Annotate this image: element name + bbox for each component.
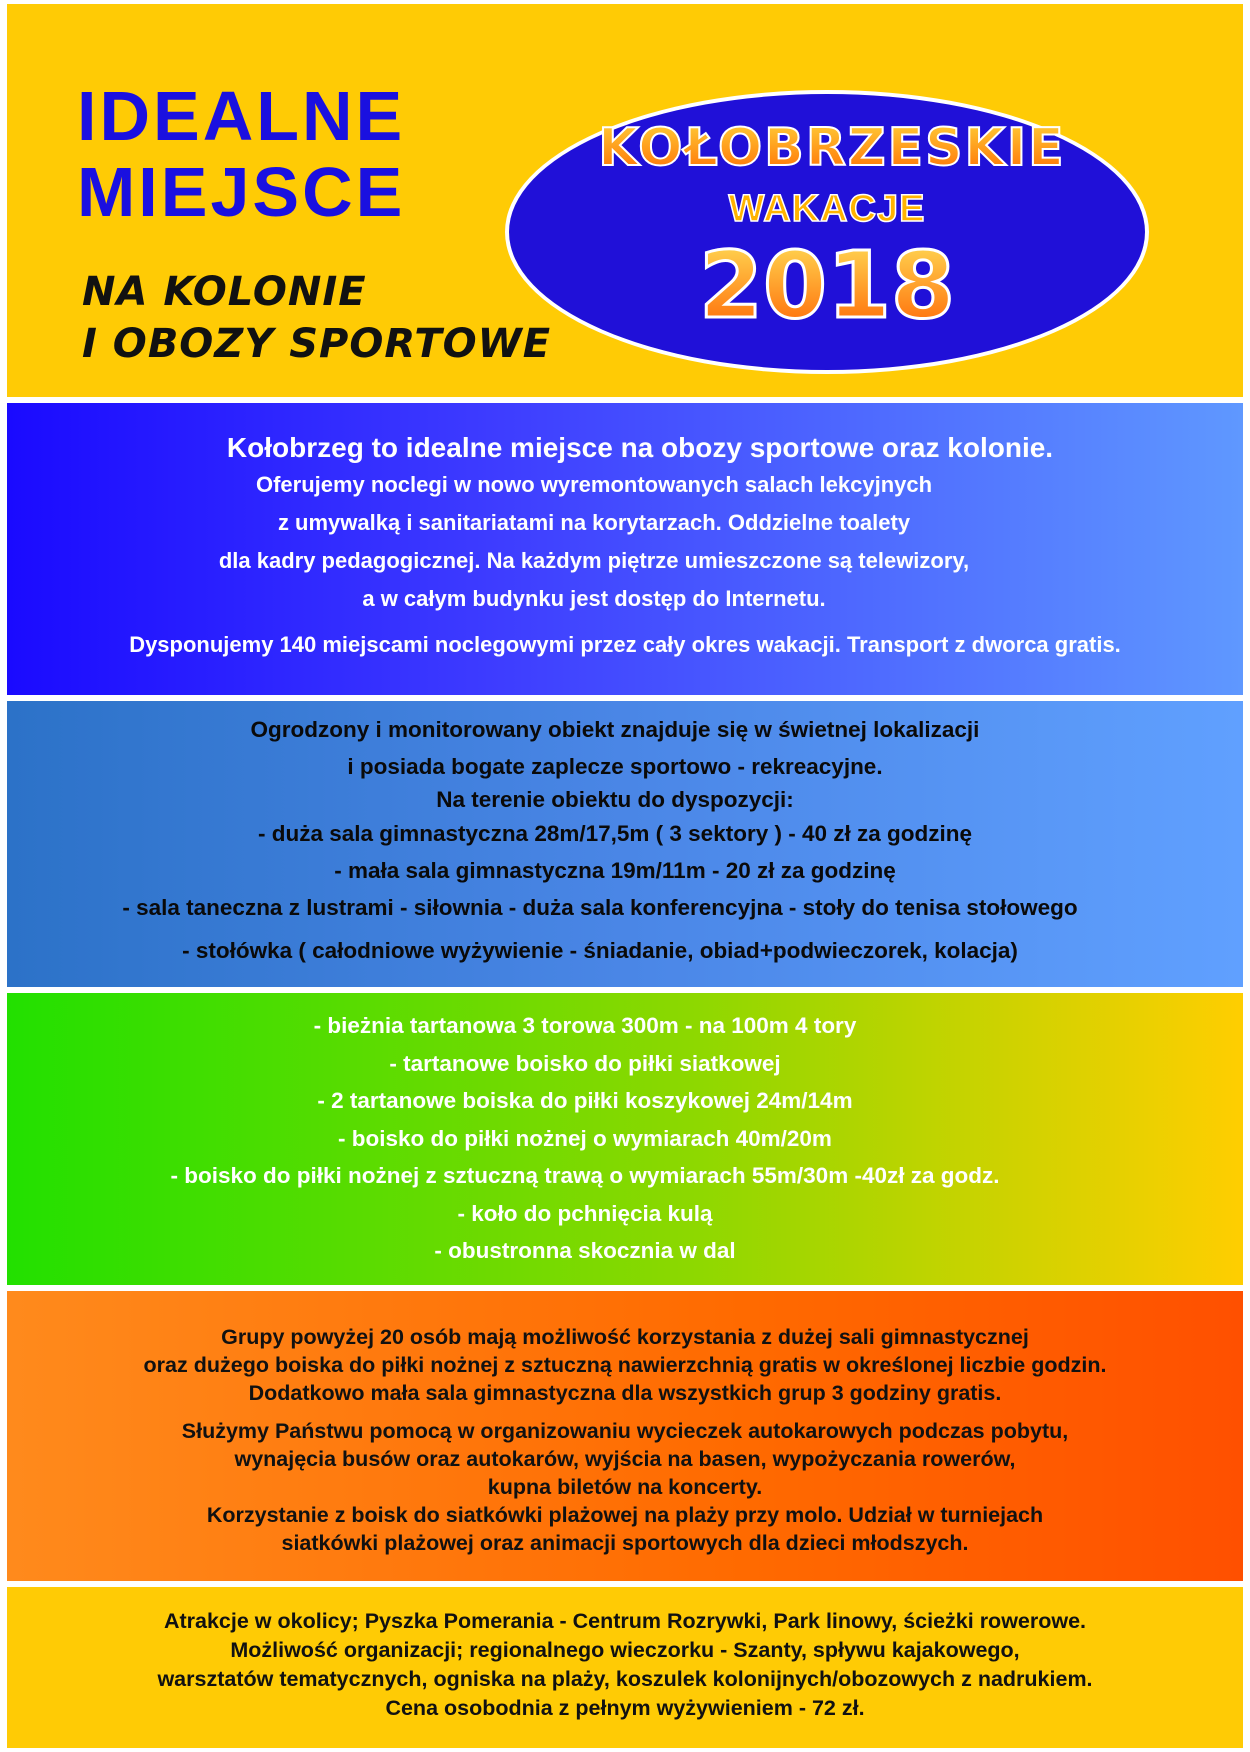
facilities-line: - duża sala gimnastyczna 28m/17,5m ( 3 sektory ) - 40 zł za godzinę: [257, 821, 972, 846]
badge-year: 2018: [698, 232, 956, 339]
group-offer-line: Służymy Państwu pomocą w organizowaniu wycieczek autokarowych podczas pobytu,: [181, 1419, 1069, 1443]
group-offer-line: Dodatkowo mała sala gimnastyczna dla wszystkich grup 3 godziny gratis.: [248, 1381, 1002, 1405]
headline-line-1: IDEALNE: [77, 77, 406, 155]
intro-panel: [7, 403, 1243, 695]
intro-capacity-wrap: [7, 626, 1243, 664]
subheadline-line-1: NA KOLONIE: [82, 269, 367, 315]
group-offer-line: oraz dużego boiska do piłki nożnej z sztuczną nawierzchnią gratis w określonej liczbie godzin.: [143, 1353, 1107, 1377]
intro-line: Oferujemy noclegi w nowo wyremontowanych salach lekcyjnych: [255, 472, 933, 497]
facilities-text: [7, 701, 1243, 969]
intro-capacity: Dysponujemy 140 miejscami noclegowymi przez cały okres wakacji. Transport z dworca gratis.: [129, 632, 1121, 657]
sports-item: - boisko do piłki nożnej z sztuczną trawą o wymiarach 55m/30m -40zł za godz.: [170, 1163, 1000, 1188]
sports-item: - koło do pchnięcia kulą: [457, 1200, 713, 1226]
intro-line: z umywalką i sanitariatami na korytarzach. Oddzielne toalety: [277, 510, 911, 535]
sports-item: - obustronna skocznia w dal: [434, 1238, 736, 1263]
sports-item: - 2 tartanowe boiska do piłki koszykowej 24m/14m: [317, 1088, 853, 1113]
sports-item: - tartanowe boisko do piłki siatkowej: [389, 1050, 781, 1076]
facilities-line: - mała sala gimnastyczna 19m/11m - 20 zł za godzinę: [334, 858, 896, 883]
sports-item: - bieżnia tartanowa 3 torowa 300m - na 100m 4 tory: [313, 1013, 857, 1038]
attractions-line: warsztatów tematycznych, ogniska na plaży, koszulek kolonijnych/obozowych z nadrukiem.: [157, 1667, 1093, 1691]
facilities-line: Na terenie obiektu do dyspozycji:: [436, 787, 794, 812]
attractions-text: [7, 1587, 1243, 1723]
intro-lead: Kołobrzeg to idealne miejsce na obozy sportowe oraz kolonie.: [226, 432, 1054, 463]
subheadline: [82, 266, 551, 370]
group-offer-line: kupna biletów na koncerty.: [487, 1475, 763, 1499]
sports-item: - boisko do piłki nożnej o wymiarach 40m/20m: [338, 1125, 832, 1151]
group-offer-line: Grupy powyżej 20 osób mają możliwość korzystania z dużej sali gimnastycznej: [221, 1325, 1029, 1349]
subheadline-line-2: I OBOZY SPORTOWE: [82, 321, 552, 367]
sports-list: [7, 993, 1243, 1270]
attractions-line: Możliwość organizacji; regionalnego wieczorku - Szanty, spływu kajakowego,: [230, 1638, 1020, 1662]
group-offer-line: wynajęcia busów oraz autokarów, wyjścia na basen, wypożyczania rowerów,: [234, 1447, 1016, 1471]
intro-text: [7, 403, 1243, 468]
header-banner: [7, 4, 1243, 397]
group-offer-text: [7, 1291, 1243, 1557]
facilities-line: i posiada bogate zaplecze sportowo - rekreacyjne.: [347, 754, 883, 779]
attractions-panel: [7, 1587, 1243, 1748]
facilities-line: Ogrodzony i monitorowany obiekt znajduje się w świetnej lokalizacji: [250, 717, 980, 742]
summer-2018-badge: [502, 87, 1152, 377]
intro-line: dla kadry pedagogicznej. Na każdym piętrze umieszczone są telewizory,: [218, 548, 970, 573]
badge-line-1: KOŁOBRZESKIE: [598, 118, 1066, 178]
group-offer-line: siatkówki plażowej oraz animacji sportowych dla dzieci młodszych.: [281, 1531, 969, 1555]
facilities-line: - stołówka ( całodniowe wyżywienie - śniadanie, obiad+podwieczorek, kolacja): [182, 938, 1018, 963]
price-line: Cena osobodnia z pełnym wyżywieniem - 72 zł.: [385, 1696, 865, 1720]
badge-line-2: WAKACJE: [728, 188, 926, 230]
facilities-panel: [7, 701, 1243, 987]
intro-line: a w całym budynku jest dostęp do Internetu.: [362, 586, 826, 611]
intro-body: [7, 466, 1243, 618]
attractions-line: Atrakcje w okolicy; Pyszka Pomerania - Centrum Rozrywki, Park linowy, ścieżki rowerowe.: [163, 1609, 1087, 1633]
headline: [77, 78, 405, 230]
sports-facilities-panel: [7, 993, 1243, 1285]
headline-line-2: MIEJSCE: [77, 153, 406, 231]
group-offer-panel: [7, 1291, 1243, 1581]
facilities-line: - sala taneczna z lustrami - siłownia - duża sala konferencyjna - stoły do tenisa stołowego: [122, 895, 1078, 920]
group-offer-line: Korzystanie z boisk do siatkówki plażowej na plaży przy molo. Udział w turniejach: [206, 1503, 1044, 1527]
